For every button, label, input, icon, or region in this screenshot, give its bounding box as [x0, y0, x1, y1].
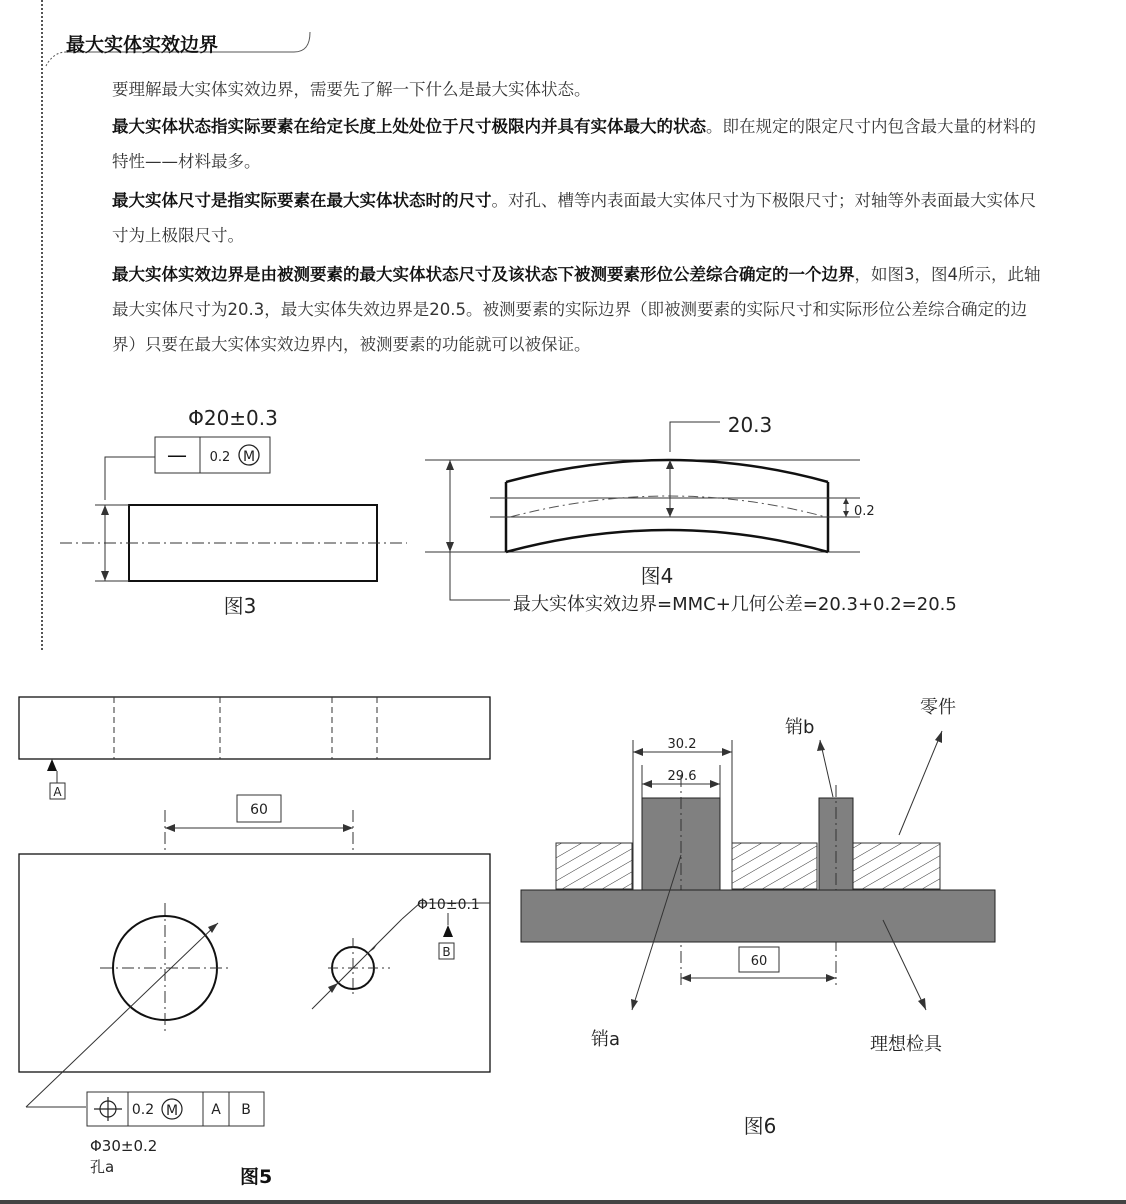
bottom-rule [0, 1200, 1126, 1204]
paragraph-3 [62, 183, 1050, 253]
paragraph-2-rest: 。即在规定的限定尺寸内包含最大量的材料的特性——材料最多。 [112, 117, 1036, 171]
fig3-straightness-symbol: — [167, 443, 187, 467]
paragraph-2 [62, 109, 1050, 179]
fig3-mmc-modifier: M [242, 449, 256, 465]
fig4-top-dim: 20.3 [727, 413, 773, 437]
fig5-datum-b: B [442, 945, 451, 959]
fig4-caption: 图4 [640, 564, 674, 588]
paragraph-4-rest: ，如图3，图4所示，此轴最大实体尺寸为20.3，最大实体失效边界是20.5。被测要素的实际边界（即被测要素的实际尺寸和实际形位公差综合确定的边界）只要在最大实体实效边界内，被测要素的功能就可以被保证。 [112, 265, 1041, 354]
figure-6 [515, 685, 1005, 1175]
fig4-top-curve [506, 460, 828, 482]
figure-5 [10, 685, 500, 1195]
fig5-hole-label: 孔a [90, 1158, 115, 1176]
paragraph-2-bold: 最大实体状态指实际要素在给定长度上处处位于尺寸极限内并具有实体最大的状态 [112, 117, 706, 136]
fig4-side-dim: 0.2 [854, 504, 875, 519]
fig3-dimension: Φ20±0.3 [188, 406, 278, 430]
fig5-frame-tolerance: 0.2 [131, 1102, 155, 1118]
fig5-big-hole: Φ30±0.2 [90, 1137, 158, 1155]
fig5-frame-ref2: B [241, 1102, 251, 1118]
fig5-datum-a: A [53, 785, 62, 799]
fig4-bottom-curve [506, 530, 828, 552]
fig6-pin-b-label: 销b [785, 717, 815, 738]
paragraph-4 [62, 257, 1050, 362]
fig6-part-label: 零件 [920, 697, 956, 718]
fig6-ideal-gauge [521, 890, 995, 942]
fig5-spacing: 60 [250, 802, 268, 818]
fig5-side-view [19, 697, 490, 759]
fig6-dim-inner: 29.6 [667, 769, 697, 784]
paragraph-4-bold: 最大实体实效边界是由被测要素的最大实体状态尺寸及该状态下被测要素形位公差综合确定的一个边界 [112, 265, 855, 284]
fig5-small-hole: Φ10±0.1 [417, 897, 480, 913]
dotted-margin-line [41, 0, 43, 650]
fig6-caption: 图6 [743, 1114, 777, 1138]
fig6-part-right [853, 843, 940, 889]
fig6-gauge-label: 理想检具 [870, 1034, 942, 1055]
paragraph-3-bold: 最大实体尺寸是指实际要素在最大实体状态时的尺寸 [112, 191, 492, 210]
fig3-caption: 图3 [223, 594, 257, 618]
figure-3 [55, 395, 435, 625]
fig6-dim-outer: 30.2 [667, 737, 697, 752]
fig5-frame-modifier: M [165, 1103, 179, 1119]
fig5-caption: 图5 [240, 1166, 273, 1188]
section-title: 最大实体实效边界 [66, 34, 219, 56]
fig6-spacing: 60 [750, 954, 768, 969]
fig4-formula: 最大实体实效边界=MMC+几何公差=20.3+0.2=20.5 [513, 594, 957, 615]
fig6-pin-a-label: 销a [591, 1029, 621, 1050]
fig6-part-middle [732, 843, 817, 889]
paragraph-1: 要理解最大实体实效边界，需要先了解一下什么是最大实体状态。 [112, 80, 591, 99]
fig5-frame-ref1: A [211, 1102, 221, 1118]
figure-4 [420, 405, 1010, 625]
fig5-plate [19, 854, 490, 1072]
fig6-part-left [556, 843, 632, 889]
fig3-tolerance: 0.2 [209, 450, 231, 465]
paragraph-3-rest: 。对孔、槽等内表面最大实体尺寸为下极限尺寸；对轴等外表面最大实体尺寸为上极限尺寸。 [112, 191, 1036, 245]
